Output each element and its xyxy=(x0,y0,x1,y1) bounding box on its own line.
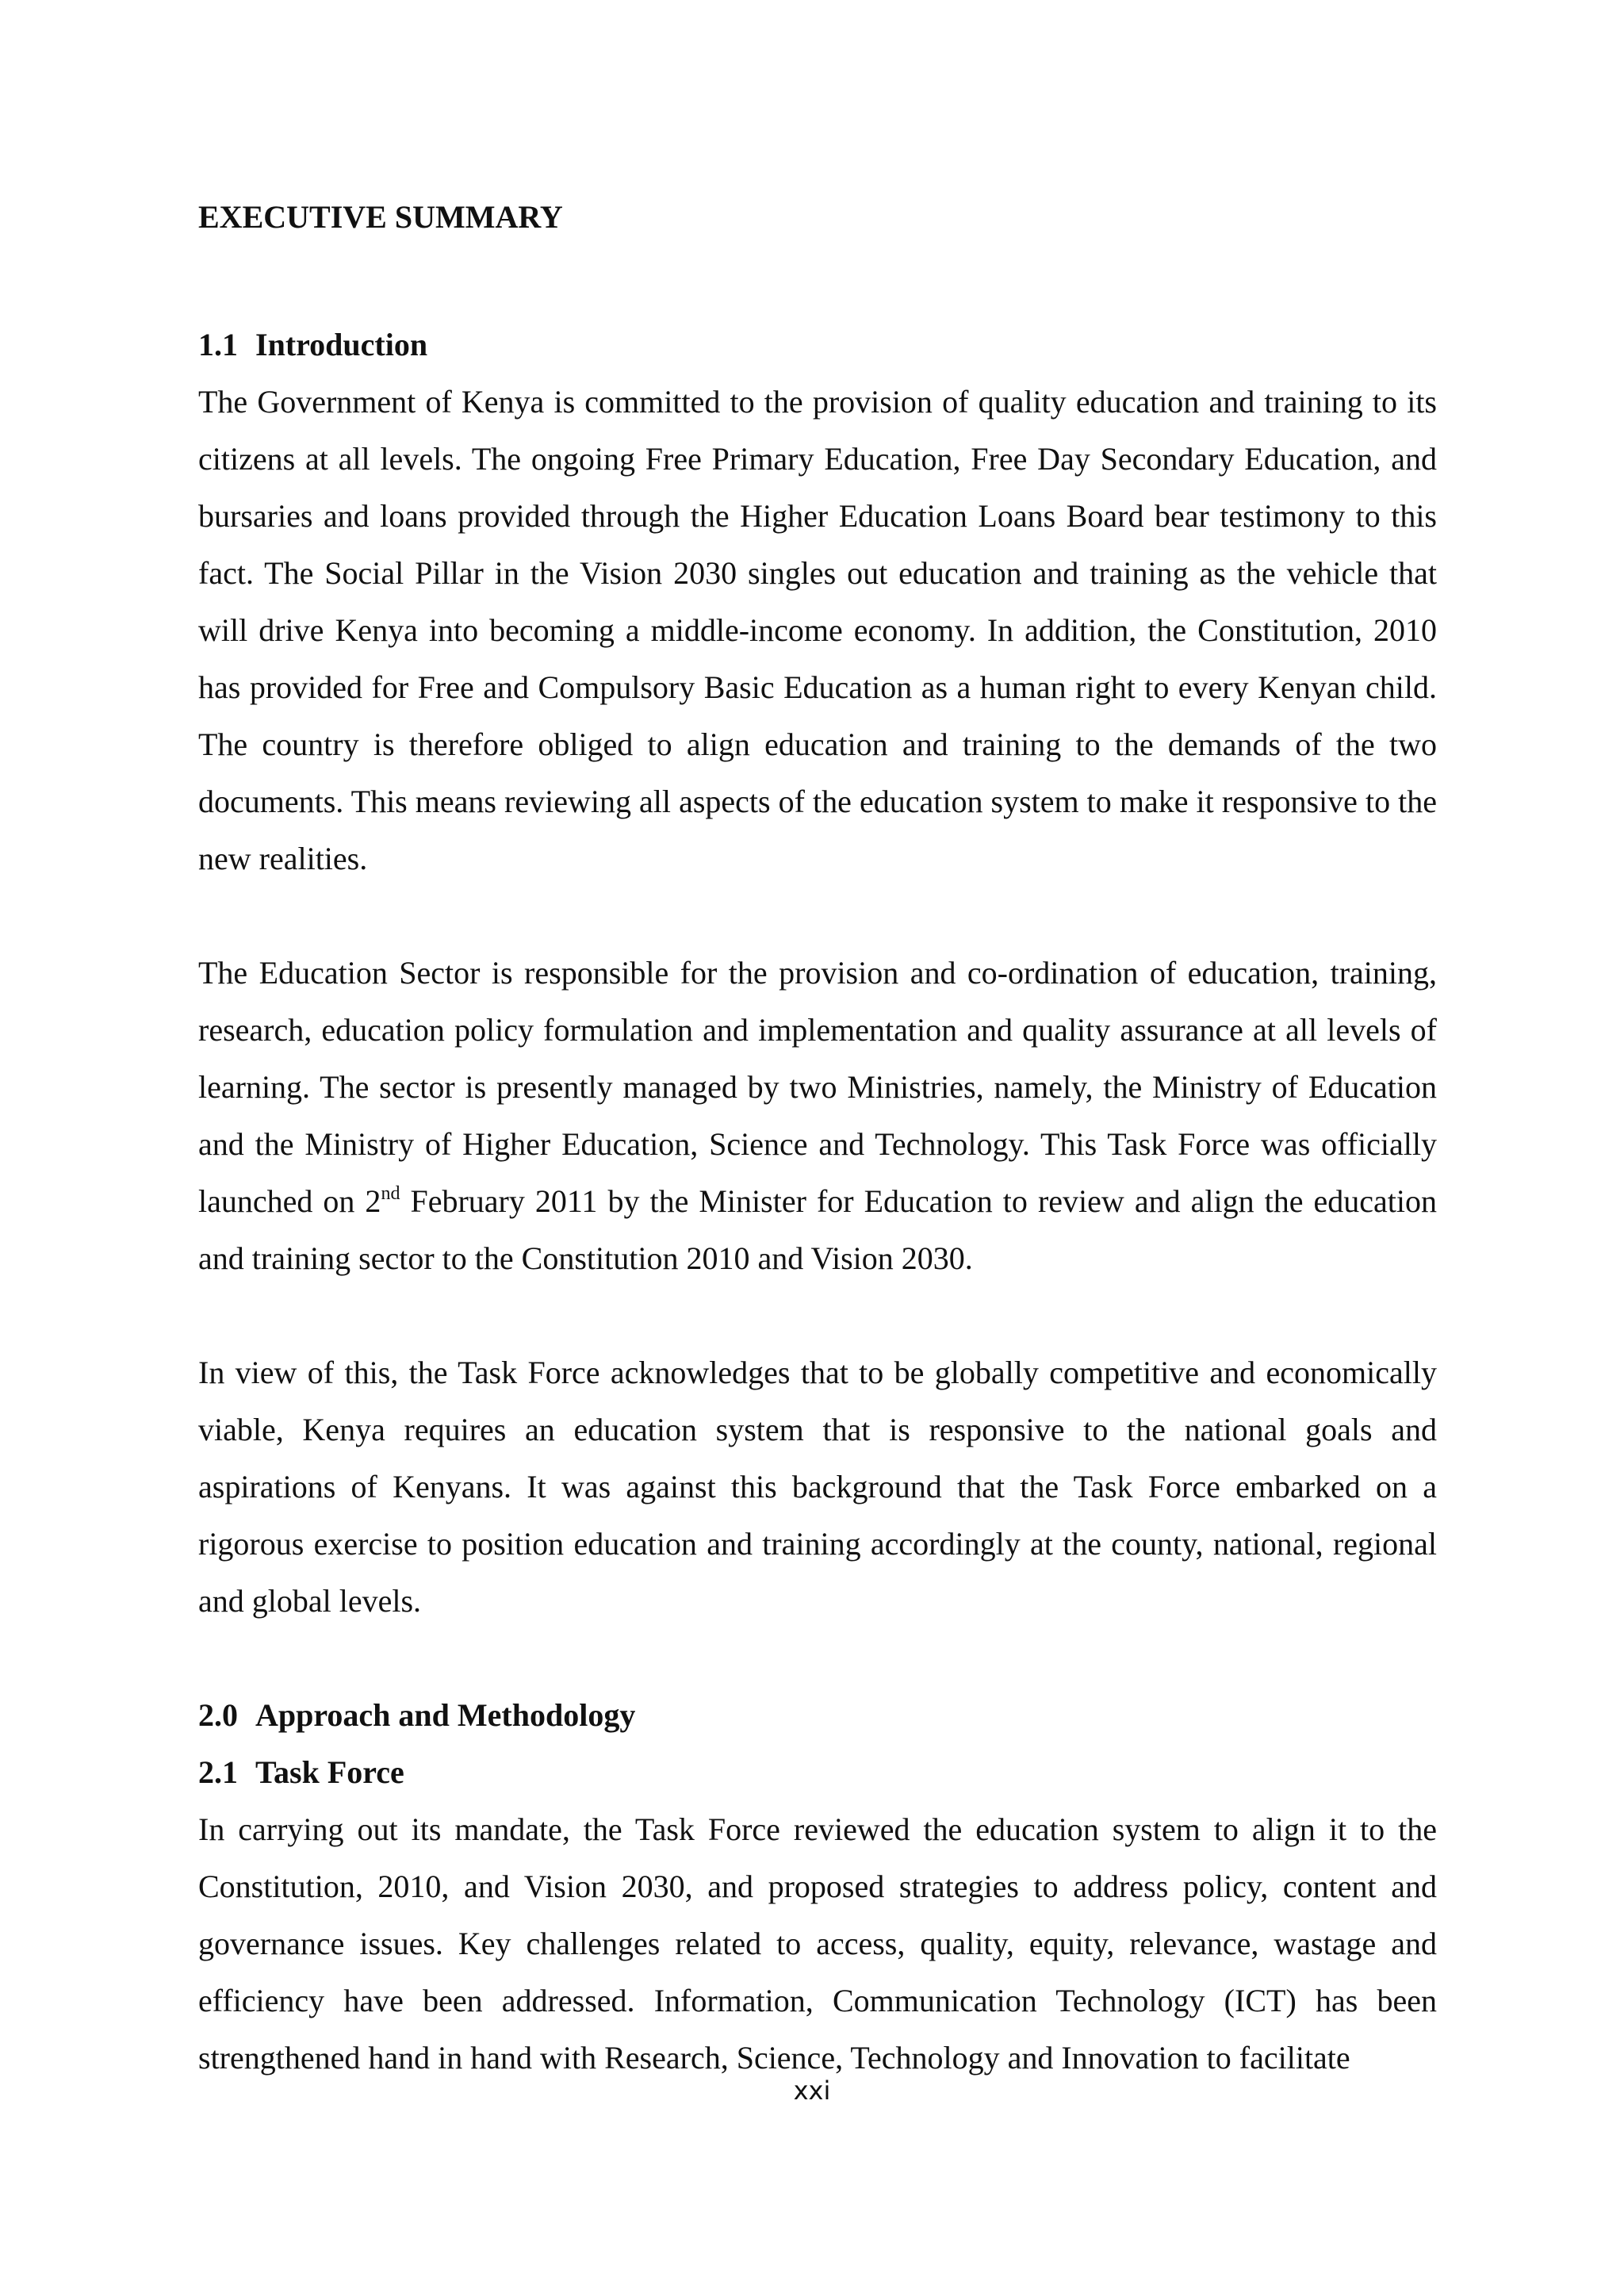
section-number: 2.0 xyxy=(198,1697,238,1733)
section-number: 2.1 xyxy=(198,1754,238,1790)
section-heading-2-1 xyxy=(198,1744,1437,1801)
paragraph-text: February 2011 by the Minister for Education to review and align the education and training sector to the Constitution 2010 and Vision 2030. xyxy=(198,1183,1437,1276)
section-title: Task Force xyxy=(255,1754,404,1790)
page-title: EXECUTIVE SUMMARY xyxy=(198,199,563,235)
section-title: Introduction xyxy=(255,327,428,362)
paragraph xyxy=(198,945,1437,1287)
paragraph: In view of this, the Task Force acknowledges that to be globally competitive and economically viable, Kenya requires an education system that is responsive to the national goals and aspirations of Kenyans. It was against this background that the Task Force embarked on a rigorous exercise to position education and training accordingly at the county, national, regional and global levels. xyxy=(198,1355,1437,1619)
section-heading-1-1 xyxy=(198,316,1437,374)
section-number: 1.1 xyxy=(198,327,238,362)
page-number: xxi xyxy=(793,2076,831,2106)
section-heading-2-0 xyxy=(198,1687,1437,1744)
paragraph: The Government of Kenya is committed to the provision of quality education and training to its citizens at all levels. The ongoing Free Primary Education, Free Day Secondary Education, and bursaries and loans provided through the Higher Education Loans Board bear testimony to this fact. The Social Pillar in the Vision 2030 singles out education and training as the vehicle that will drive Kenya into becoming a middle-income economy. In addition, the Constitution, 2010 has provided for Free and Compulsory Basic Education as a human right to every Kenyan child. The country is therefore obliged to align education and training to the demands of the two documents. This means reviewing all aspects of the education system to make it responsive to the new realities. xyxy=(198,384,1437,876)
section-title: Approach and Methodology xyxy=(255,1697,636,1733)
paragraph-text: The Education Sector is responsible for the provision and co-ordination of education, training, research, education policy formulation and implementation and quality assurance at all levels of learning. The sector is presently managed by two Ministries, namely, the Ministry of Education and the Ministry of Higher Education, Science and Technology. This Task Force was officially launched on 2 xyxy=(198,955,1437,1219)
ordinal-suffix: nd xyxy=(381,1183,400,1204)
paragraph: In carrying out its mandate, the Task Force reviewed the education system to align it to the Constitution, 2010, and Vision 2030, and proposed strategies to address policy, content and governance issues. Key challenges related to access, quality, equity, relevance, wastage and efficiency have been addressed. Information, Communication Technology (ICT) has been strengthened hand in hand with Research, Science, Technology and Innovation to facilitate xyxy=(198,1811,1437,2076)
page-content xyxy=(198,189,1437,2087)
